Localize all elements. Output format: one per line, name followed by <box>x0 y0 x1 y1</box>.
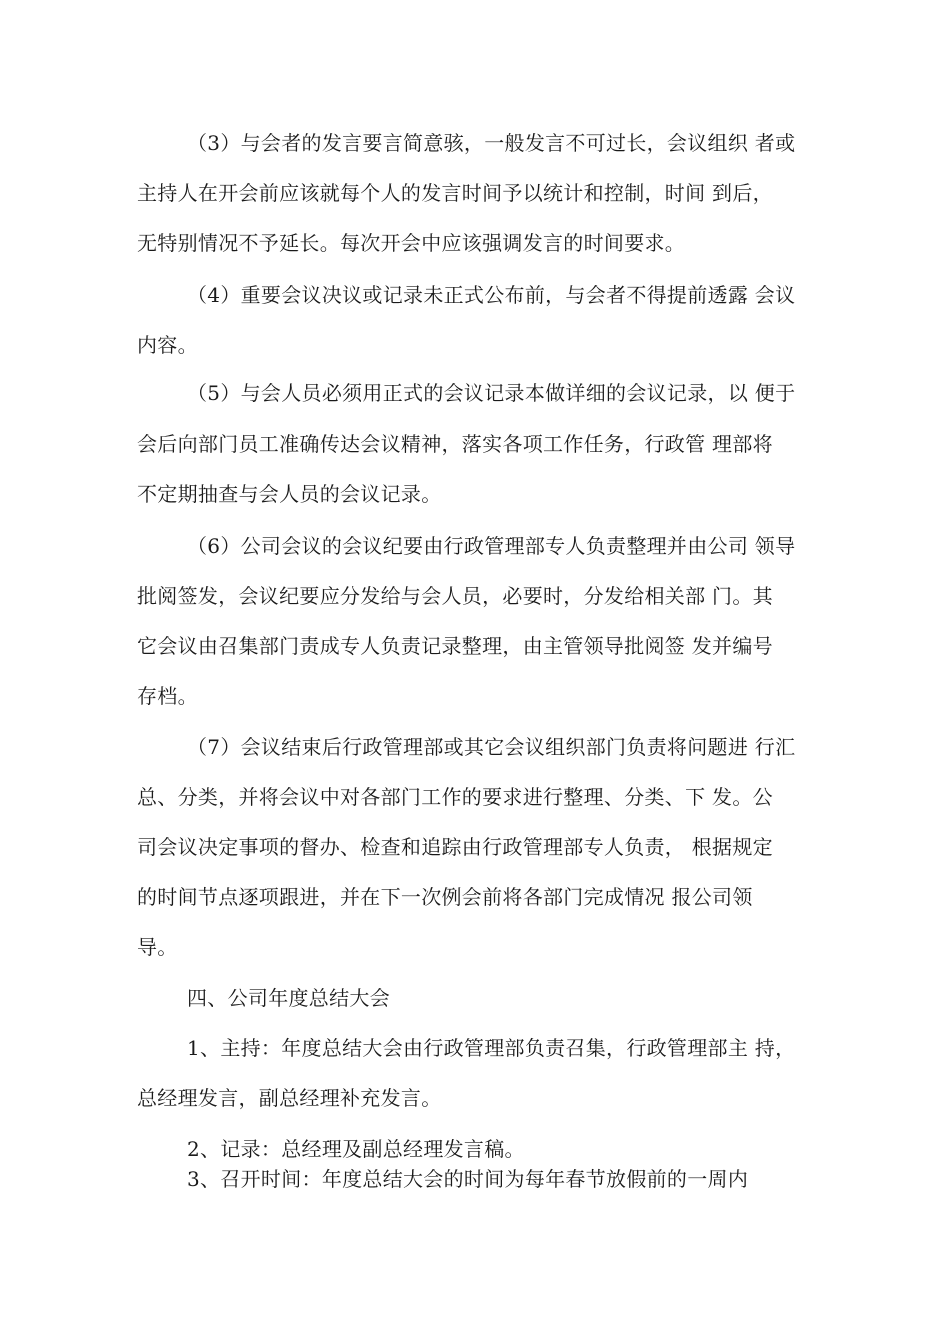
paragraph-3-line-2: 主持人在开会前应该就每个人的发言时间予以统计和控制，时间 到后， <box>137 181 773 205</box>
paragraph-7-line-2: 总、分类，并将会议中对各部门工作的要求进行整理、分类、下 发。公 <box>137 785 773 809</box>
paragraph-7-line-1: （7）会议结束后行政管理部或其它会议组织部门负责将问题进 行汇 <box>187 735 796 759</box>
paragraph-3-line-1: （3）与会者的发言要言简意骇，一般发言不可过长，会议组织 者或 <box>187 131 796 155</box>
paragraph-7-line-4: 的时间节点逐项跟进，并在下一次例会前将各部门完成情况 报公司领 <box>137 885 753 909</box>
paragraph-5-line-3: 不定期抽查与会人员的会议记录。 <box>137 482 442 506</box>
paragraph-4-line-1: （4）重要会议决议或记录未正式公布前，与会者不得提前透露 会议 <box>187 283 796 307</box>
item-3-line-1: 3、召开时间：年度总结大会的时间为每年春节放假前的一周内 <box>187 1167 749 1191</box>
paragraph-7-line-3: 司会议决定事项的督办、检查和追踪由行政管理部专人负责， 根据规定 <box>137 835 773 859</box>
item-1-line-2: 总经理发言，副总经理补充发言。 <box>137 1086 442 1110</box>
paragraph-6-line-4: 存档。 <box>137 684 198 708</box>
section-heading-4: 四、公司年度总结大会 <box>187 986 390 1010</box>
item-2-line-1: 2、记录：总经理及副总经理发言稿。 <box>187 1137 525 1161</box>
paragraph-7-line-5: 导。 <box>137 935 178 959</box>
paragraph-3-line-3: 无特别情况不予延长。每次开会中应该强调发言的时间要求。 <box>137 231 686 255</box>
item-1-line-1: 1、主持：年度总结大会由行政管理部负责召集，行政管理部主 持， <box>187 1036 796 1060</box>
paragraph-6-line-1: （6）公司会议的会议纪要由行政管理部专人负责整理并由公司 领导 <box>187 534 796 558</box>
paragraph-6-line-2: 批阅签发，会议纪要应分发给与会人员，必要时，分发给相关部 门。其 <box>137 584 773 608</box>
paragraph-6-line-3: 它会议由召集部门责成专人负责记录整理，由主管领导批阅签 发并编号 <box>137 634 773 658</box>
paragraph-5-line-1: （5）与会人员必须用正式的会议记录本做详细的会议记录，以 便于 <box>187 381 796 405</box>
paragraph-5-line-2: 会后向部门员工准确传达会议精神，落实各项工作任务，行政管 理部将 <box>137 432 773 456</box>
paragraph-4-line-2: 内容。 <box>137 333 198 357</box>
